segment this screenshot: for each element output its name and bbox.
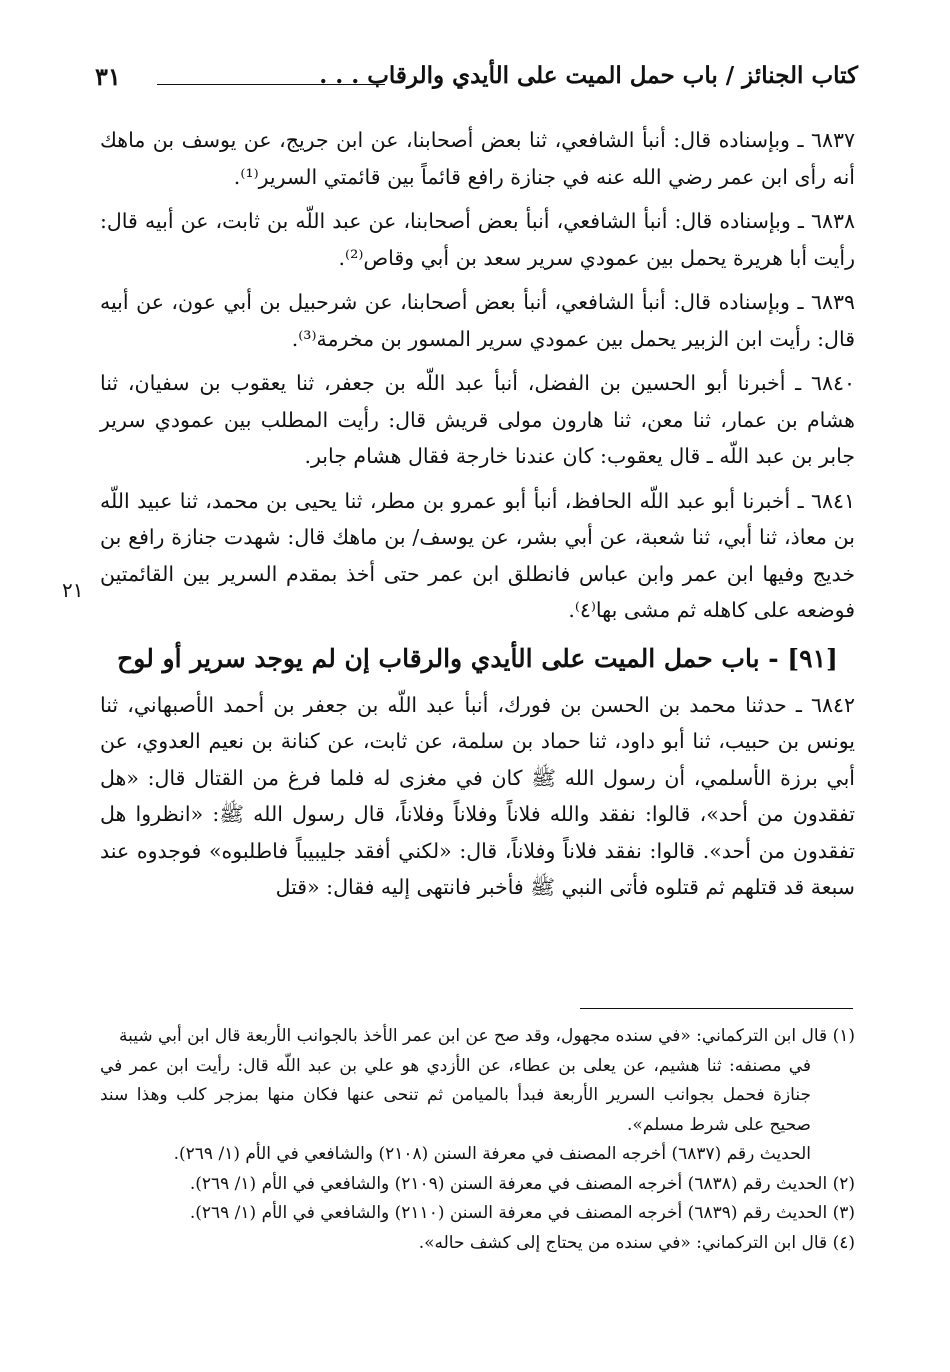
hadith-6838: ٦٨٣٨ ـ وبإسناده قال: أنبأ الشافعي، أنبأ بعض أصحابنا، عن عبد اللّه بن ثابت، عن أبيه قال: رأيت أبا هريرة يحمل بين عمودي سرير سعد بن أبي وقاص⁽²⁾. xyxy=(100,209,855,270)
footnote-1-reference: الحديث رقم (٦٨٣٧) أخرجه المصنف في معرفة السنن (٢١٠٨) والشافعي في الأم (١/ ٢٦٩). xyxy=(173,1144,811,1164)
running-title: كتاب الجنائز / باب حمل الميت على الأيدي والرقاب . . . xyxy=(319,62,858,89)
footnote-separator xyxy=(580,1008,853,1009)
hadith-6841: ٦٨٤١ ـ أخبرنا أبو عبد اللّه الحافظ، أنبأ أبو عمرو بن مطر، ثنا يحيى بن محمد، ثنا عبيد اللّه بن معاذ، ثنا أبي، ثنا شعبة، عن أبي بشر، عن يوسف/ بن ماهك قال: شهدت جنازة رافع بن خديج وفيها ابن عمر وابن عباس فانطلق ابن عمر حتى أخذ بمقدم السرير بين القائمتين فوضعه على كاهله ثم مشى بها⁽٤⁾. xyxy=(100,488,855,622)
hadith-6837: ٦٨٣٧ ـ وبإسناده قال: أنبأ الشافعي، ثنا بعض أصحابنا، عن ابن جريج، عن يوسف بن ماهك أنه رأى ابن عمر رضي الله عنه في جنازة رافع قائماً بين قائمتي السرير⁽¹⁾. xyxy=(100,128,855,189)
hadith-6840: ٦٨٤٠ ـ أخبرنا أبو الحسين بن الفضل، أنبأ عبد اللّه بن جعفر، ثنا يعقوب بن سفيان، ثنا هشام بن عمار، ثنا معن، ثنا هارون مولى قريش قال: رأيت المطلب بين عمودي سرير جابر بن عبد اللّه ـ قال يعقوب: كان عندنا خارجة فقال هشام جابر. xyxy=(100,371,855,468)
footnote-2: (٢) الحديث رقم (٦٨٣٨) أخرجه المصنف في معرفة السنن (٢١٠٩) والشافعي في الأم (١/ ٢٦٩). xyxy=(189,1173,855,1194)
footnote-3: (٣) الحديث رقم (٦٨٣٩) أخرجه المصنف في معرفة السنن (٢١١٠) والشافعي في الأم (١/ ٢٦٩). xyxy=(189,1203,855,1223)
footnotes xyxy=(100,1022,855,1258)
chapter-heading: [٩١] - باب حمل الميت على الأيدي والرقاب إن لم يوجد سرير أو لوح xyxy=(117,643,838,673)
footnote-4: (٤) قال ابن التركماني: «في سنده من يحتاج إلى كشف حاله». xyxy=(418,1232,855,1253)
hadith-6839: ٦٨٣٩ ـ وبإسناده قال: أنبأ الشافعي، أنبأ بعض أصحابنا، عن شرحبيل بن أبي عون، عن أبيه قال: رأيت ابن الزبير يحمل بين عمودي سرير المسور بن مخرمة⁽³⁾. xyxy=(100,290,855,351)
header-rule xyxy=(157,84,385,85)
main-text xyxy=(100,122,855,914)
footnote-1-continuation: في مصنفه: ثنا هشيم، عن يعلى بن عطاء، عن الأزدي هو علي بن عبد اللّه قال: رأيت ابن عمر في جنازة فحمل بجوانب السرير الأربعة فبدأ بالميامن ثم تنحى عنها فكان منها بمزجر كلب وهذا سند صحيح على شرط مسلم». xyxy=(100,1055,811,1135)
hadith-6842: ٦٨٤٢ ـ حدثنا محمد بن الحسن بن فورك، أنبأ عبد اللّه بن جعفر بن أحمد الأصبهاني، ثنا يونس بن حبيب، ثنا أبو داود، ثنا حماد بن سلمة، عن ثابت، عن كنانة بن نعيم العدوي، عن أبي برزة الأسلمي، أن رسول الله ﷺ كان في مغزى له فلما فرغ من القتال قال: «هل تفقدون من أحد»، قالوا: نفقد والله فلاناً وفلاناً وفلاناً، قال رسول الله ﷺ: «انظروا هل تفقدون من أحد». قالوا: نفقد فلاناً وفلاناً، قال: «لكني أفقد جليبيباً فاطلبوه» فوجدوه عند سبعة قد قتلهم ثم قتلوه فأتى النبي ﷺ فأخبر فانتهى إليه فقال: «قتل xyxy=(100,692,855,899)
page-number: ٣١ xyxy=(95,62,121,91)
page-header xyxy=(95,62,858,100)
margin-page-reference: ٢١ xyxy=(62,578,84,602)
footnote-1-first-line: (١) قال ابن التركماني: «في سنده مجهول، وقد صح عن ابن عمر الأخذ بالجوانب الأربعة قال ابن أبي شيبة xyxy=(119,1026,855,1046)
